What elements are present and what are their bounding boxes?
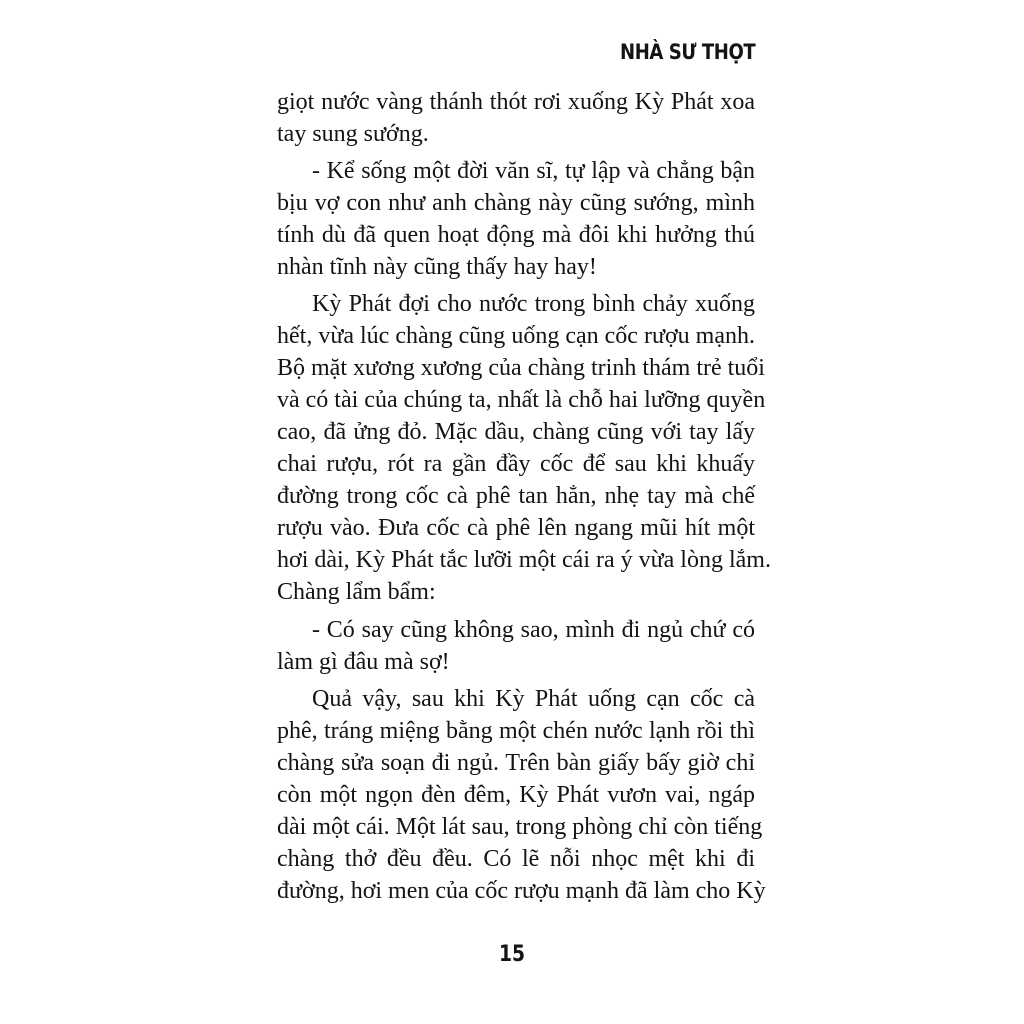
text-line: nhàn tĩnh này cũng thấy hay hay! [277,254,597,280]
text-line: Bộ mặt xương xương của chàng trinh thám trẻ tuổi [277,355,765,381]
text-line: tính dù đã quen hoạt động mà đôi khi hưởng thú [277,222,755,248]
text-line: rượu vào. Đưa cốc cà phê lên ngang mũi hít một [277,515,755,541]
text-line: phê, tráng miệng bằng một chén nước lạnh rồi thì [277,718,755,744]
text-line: và có tài của chúng ta, nhất là chỗ hai lưỡng quyền [277,387,766,413]
text-line: hơi dài, Kỳ Phát tắc lưỡi một cái ra ý vừa lòng lắm. [277,547,771,573]
text-line: - Có say cũng không sao, mình đi ngủ chứ có [312,617,755,643]
text-line: còn một ngọn đèn đêm, Kỳ Phát vươn vai, ngáp [277,782,755,808]
text-line: dài một cái. Một lát sau, trong phòng chỉ còn tiếng [277,814,763,840]
page-number: 15 [498,942,526,967]
text-line: giọt nước vàng thánh thót rơi xuống Kỳ Phát xoa [277,89,755,115]
text-line: chai rượu, rót ra gần đầy cốc để sau khi khuấy [277,451,755,477]
text-line: chàng sửa soạn đi ngủ. Trên bàn giấy bấy giờ chỉ [277,750,755,776]
text-line: Chàng lẩm bẩm: [277,579,436,605]
text-line: tay sung sướng. [277,121,429,147]
text-line: Kỳ Phát đợi cho nước trong bình chảy xuống [312,291,755,317]
text-line: chàng thở đều đều. Có lẽ nỗi nhọc mệt khi đi [277,846,755,872]
text-line: - Kể sống một đời văn sĩ, tự lập và chẳng bận [312,158,755,184]
text-line: đường trong cốc cà phê tan hẳn, nhẹ tay mà chế [277,483,755,509]
text-line: bịu vợ con như anh chàng này cũng sướng, mình [277,190,755,216]
text-line: hết, vừa lúc chàng cũng uống cạn cốc rượu mạnh. [277,323,755,349]
running-header: NHÀ SƯ THỌT [619,40,755,64]
text-line: làm gì đâu mà sợ! [277,649,450,675]
text-line: đường, hơi men của cốc rượu mạnh đã làm cho Kỳ [277,878,766,904]
text-line: Quả vậy, sau khi Kỳ Phát uống cạn cốc cà [312,686,755,712]
text-line: cao, đã ửng đỏ. Mặc dầu, chàng cũng với tay lấy [277,419,755,445]
